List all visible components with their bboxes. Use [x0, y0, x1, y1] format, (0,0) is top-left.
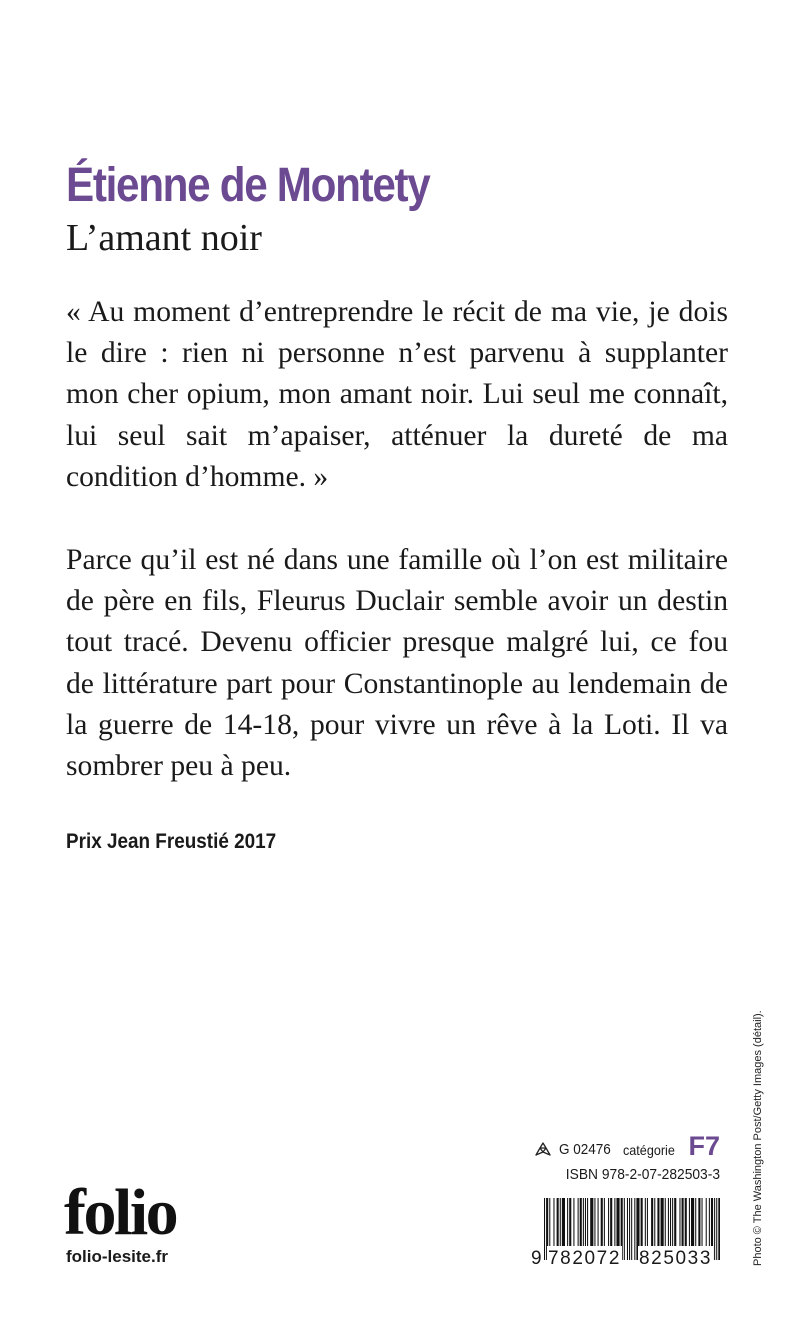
barcode-first-digit: 9 [530, 1246, 543, 1272]
category-code: F7 [688, 1131, 720, 1161]
barcode-left-group: 782072 [547, 1246, 622, 1272]
author-name: Étienne de Montety [66, 159, 430, 212]
publisher-logo: folio [64, 1176, 177, 1249]
category-label: catégorie [622, 1142, 675, 1158]
book-summary: Parce qu’il est né dans une famille où l’on est militaire de père en fils, Fleurus Duclair semble avoir un destin tout tracé. Devenu officier presque malgré lui, ce fou de littérature part pour Constantinople au lendemain de la guerre de 14-18, pour vivre un rêve à la Loti. Il va sombrer peu à peu. [66, 544, 728, 783]
book-title: L’amant noir [66, 217, 262, 259]
isbn: ISBN 978-2-07-282503-3 [565, 1166, 720, 1183]
barcode-right-group: 825033 [638, 1246, 713, 1272]
photo-credit: Photo © The Washington Post/Getty Images (détail). [752, 1010, 764, 1266]
opening-quote: « Au moment d’entreprendre le récit de ma vie, je dois le dire : rien ni personne n’est parvenu à supplanter mon cher opium, mon amant noir. Lui seul me connaît, lui seul sait m’apaiser, atténuer la dureté de ma condition d’homme. » [66, 296, 728, 493]
recycling-mark-icon [534, 1140, 552, 1158]
catalog-code: G 02476 [559, 1141, 611, 1158]
prize-mention: Prix Jean Freustié 2017 [66, 830, 277, 853]
barcode [530, 1196, 722, 1272]
catalog-line [534, 1132, 720, 1162]
publisher-website: folio-lesite.fr [66, 1247, 169, 1266]
barcode-digits [530, 1246, 722, 1272]
